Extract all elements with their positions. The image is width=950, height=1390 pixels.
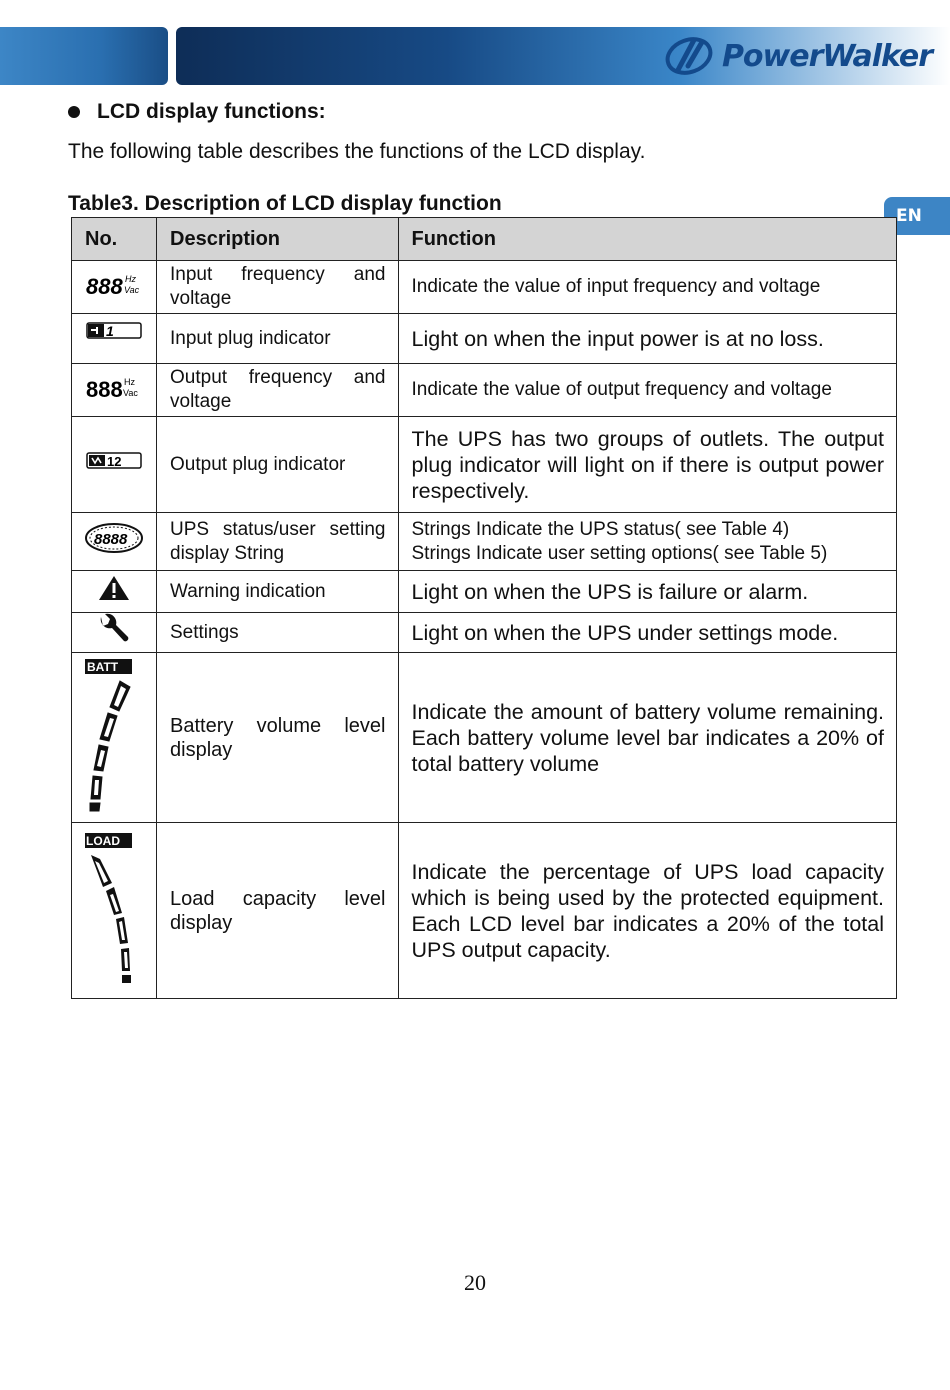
table-row [72, 823, 897, 999]
svg-text:Vac: Vac [123, 387, 138, 398]
row-description: UPS status/user setting display String [157, 513, 399, 571]
row-description: Output plug indicator [157, 417, 399, 513]
row-function: The UPS has two groups of outlets. The output plug indicator will light on if there is output power respectively. [398, 417, 897, 513]
svg-text:888: 888 [86, 376, 123, 401]
banner-left-block [0, 27, 168, 85]
table-row [72, 364, 897, 417]
table-header-row [72, 218, 897, 261]
powerwalker-swoosh-icon [662, 36, 716, 76]
icon-cell [72, 513, 157, 571]
language-tab[interactable]: EN [884, 197, 950, 235]
output-plug-icon [84, 450, 144, 472]
input-plug-icon [84, 320, 144, 342]
battery-level-bar-icon [72, 653, 156, 815]
table-row [72, 613, 897, 653]
svg-text:Vac: Vac [124, 284, 140, 295]
row-function: Light on when the input power is at no loss. [398, 314, 897, 364]
row-function: Indicate the percentage of UPS load capacity which is being used by the protected equipment. Each LCD level bar indicates a 20% of the total UPS output capacity. [398, 823, 897, 999]
row-description: Warning indication [157, 571, 399, 613]
row-function: Light on when the UPS under settings mode. [398, 613, 897, 653]
page-number: 20 [464, 1270, 486, 1295]
column-header-description: Description [157, 218, 399, 261]
input-frequency-voltage-display-icon [84, 270, 144, 298]
row-function: Indicate the value of input frequency and voltage [398, 261, 897, 314]
row-description: Settings [157, 613, 399, 653]
lcd-function-table [71, 217, 897, 999]
table-row [72, 314, 897, 364]
output-frequency-voltage-display-icon [84, 373, 144, 401]
table-row [72, 513, 897, 571]
table-caption: Table3. Description of LCD display function [68, 192, 502, 215]
icon-cell [72, 261, 157, 314]
svg-text:LOAD: LOAD [86, 834, 120, 848]
icon-cell [72, 653, 157, 823]
icon-cell [72, 571, 157, 613]
table-row [72, 571, 897, 613]
row-description: Input frequency and voltage [157, 261, 399, 314]
intro-text: The following table describes the functions of the LCD display. [68, 140, 646, 163]
row-function: Indicate the value of output frequency and voltage [398, 364, 897, 417]
section-heading [68, 100, 326, 124]
column-header-function: Function [398, 218, 897, 261]
icon-cell [72, 364, 157, 417]
table-row [72, 653, 897, 823]
section-heading-text: LCD display functions: [97, 100, 326, 123]
row-description: Output frequency and voltage [157, 364, 399, 417]
table-row [72, 261, 897, 314]
svg-text:888: 888 [86, 273, 123, 298]
load-level-bar-icon [72, 823, 156, 991]
row-description: Load capacity level display [157, 823, 399, 999]
powerwalker-logo [662, 36, 932, 76]
svg-text:1: 1 [106, 323, 114, 339]
row-description: Battery volume level display [157, 653, 399, 823]
icon-cell [72, 823, 157, 999]
row-description: Input plug indicator [157, 314, 399, 364]
svg-text:Hz: Hz [125, 273, 136, 284]
svg-text:BATT: BATT [87, 660, 119, 674]
status-string-display-icon [83, 521, 145, 555]
row-function [398, 513, 897, 571]
svg-text:8888: 8888 [94, 531, 128, 548]
column-header-no: No. [72, 218, 157, 261]
brand-name: PowerWalker [721, 38, 932, 74]
svg-text:12: 12 [107, 454, 122, 469]
table-row [72, 417, 897, 513]
icon-cell [72, 613, 157, 653]
svg-text:Hz: Hz [124, 376, 135, 387]
row-function-line: Strings Indicate the UPS status( see Table 4) [411, 518, 790, 540]
row-function: Light on when the UPS is failure or alarm. [398, 571, 897, 613]
row-function-line: Strings Indicate user setting options( see Table 5) [411, 542, 828, 564]
bullet-icon [68, 106, 80, 118]
icon-cell [72, 314, 157, 364]
wrench-icon [97, 613, 131, 645]
icon-cell [72, 417, 157, 513]
warning-icon [97, 574, 131, 602]
row-function: Indicate the amount of battery volume remaining. Each battery volume level bar indicates a 20% of total battery volume [398, 653, 897, 823]
